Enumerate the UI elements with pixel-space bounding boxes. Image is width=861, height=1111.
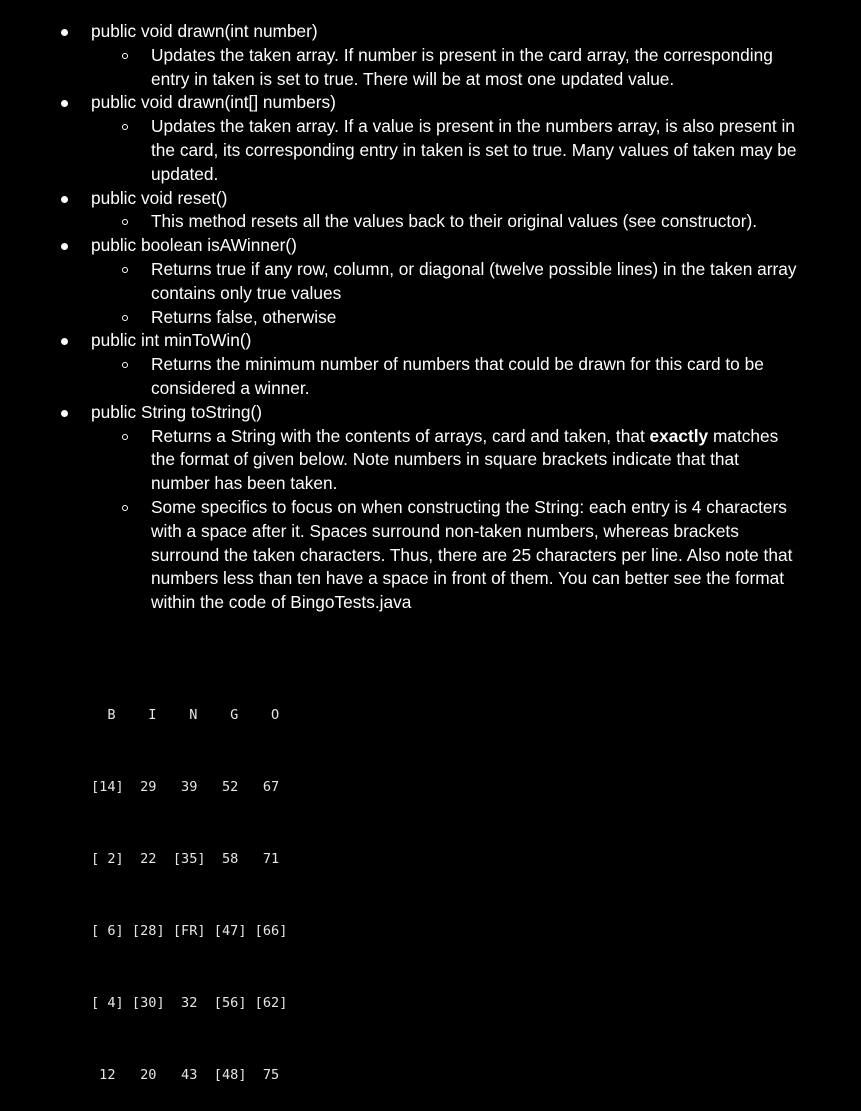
bingo-card-example	[91, 655, 287, 1111]
bullet-icon	[61, 338, 68, 345]
method-signature: public void reset()	[91, 187, 228, 208]
sub-bullet-icon	[122, 219, 128, 225]
detail-text-after: matches the format of given below. Note numbers in square brackets indicate that that number has been taken.	[151, 425, 779, 494]
sub-bullet-icon	[122, 315, 128, 321]
method-detail	[151, 425, 791, 496]
method-detail-text: Returns true if any row, column, or diagonal (twelve possible lines) in the taken array contains only true values	[151, 258, 797, 303]
bullet-icon	[61, 29, 68, 36]
method-detail-text: Returns the minimum number of numbers that could be drawn for this card to be considered a winner.	[151, 354, 764, 398]
method-signature: public void drawn(int[] numbers)	[91, 92, 336, 113]
method-detail-text: This method resets all the values back to their original values (see constructor).	[151, 211, 758, 232]
method-detail	[151, 306, 811, 330]
method-reset	[0, 187, 861, 211]
detail-text-before: Returns a String with the contents of arrays, card and taken, that	[151, 425, 650, 446]
method-detail-text	[151, 426, 778, 494]
method-drawn-array	[0, 91, 861, 115]
method-detail-text: Updates the taken array. If number is present in the card array, the corresponding entry in taken is set to true. There will be at most one updated value.	[151, 44, 773, 89]
method-signature: public int minToWin()	[91, 330, 252, 351]
method-signature: public void drawn(int number)	[91, 21, 318, 41]
bingo-card-row: [ 4] [30] 32 [56] [62]	[91, 995, 288, 1011]
method-drawn-int	[0, 20, 861, 44]
bingo-card-row: 12 20 43 [48] 75	[91, 1067, 280, 1083]
sub-bullet-icon	[122, 53, 128, 59]
sub-bullet-icon	[122, 505, 128, 511]
method-to-string	[0, 401, 861, 425]
bingo-card-row: [ 2] 22 [35] 58 71	[91, 851, 280, 867]
bingo-card-row: [ 6] [28] [FR] [47] [66]	[91, 923, 288, 939]
method-detail	[151, 115, 811, 186]
method-is-a-winner	[0, 234, 861, 258]
method-detail	[151, 44, 811, 92]
bullet-icon	[61, 410, 68, 417]
method-documentation	[0, 20, 861, 615]
bullet-icon	[61, 100, 68, 107]
method-detail-text: Some specifics to focus on when constructing the String: each entry is 4 characters with a space after it. Spaces surround non-taken numbers, whereas brackets surround the taken characters. Thus, there are 25 characters per line. Also note that numbers less than ten have a space in front of them. You can better see the format within the code of BingoTests.java	[151, 496, 793, 613]
detail-text-emphasis: exactly	[649, 425, 709, 446]
method-detail-text: Returns false, otherwise	[151, 306, 337, 327]
method-min-to-win	[0, 329, 861, 353]
method-detail	[151, 258, 811, 306]
method-detail	[151, 353, 811, 401]
sub-bullet-icon	[122, 124, 128, 130]
method-detail	[151, 496, 801, 615]
bingo-card-row: [14] 29 39 52 67	[91, 779, 280, 795]
sub-bullet-icon	[122, 434, 128, 440]
bullet-icon	[61, 243, 68, 250]
bingo-card-header: B I N G O	[91, 707, 280, 723]
method-signature: public String toString()	[91, 401, 262, 422]
sub-bullet-icon	[122, 267, 128, 273]
method-detail	[151, 210, 831, 234]
method-detail-text: Updates the taken array. If a value is present in the numbers array, is also present in the card, its corresponding entry in taken is set to true. Many values of taken may be updated.	[151, 116, 797, 184]
bullet-icon	[61, 196, 68, 203]
sub-bullet-icon	[122, 362, 128, 368]
method-signature: public boolean isAWinner()	[91, 235, 297, 256]
